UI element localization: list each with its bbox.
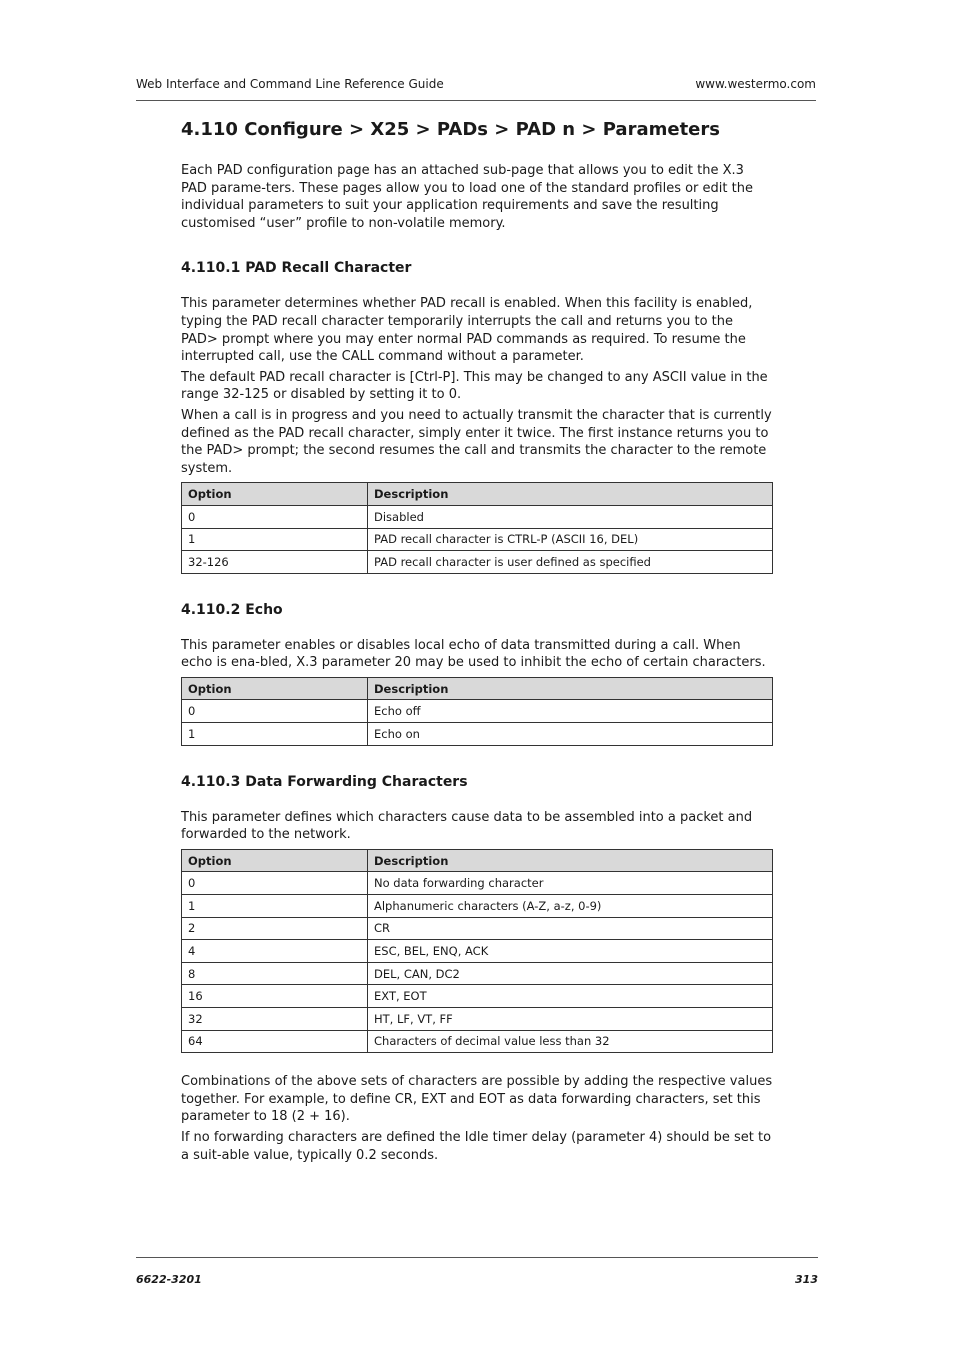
forwarding-paragraph-3: If no forwarding characters are defined the Idle timer delay (parameter 4) should be set to a suit-able value, typically 0.2 seconds.: [181, 1129, 772, 1163]
description-cell: Echo off: [368, 700, 773, 723]
table-header-row: [182, 483, 773, 506]
section-intro: Each PAD configuration page has an attached sub-page that allows you to edit the X.3 PAD parame-ters. These pages allow you to load one of the standard profiles or edit the individual parameters to suit your application requirements and save the resulting customised “user” profile to non-volatile memory.: [181, 163, 753, 231]
recall-paragraph-3: When a call is in progress and you need to actually transmit the character that is currently defined as the PAD recall character, simply enter it twice. The first instance returns you to the PAD> prompt; the second resumes the call and transmits the character to the remote system.: [181, 407, 772, 476]
table-row: [182, 505, 773, 528]
description-cell: EXT, EOT: [368, 985, 773, 1008]
option-cell: 0: [182, 700, 368, 723]
echo-paragraph-1: This parameter enables or disables local echo of data transmitted during a call. When echo is ena-bled, X.3 parameter 20 may be used to inhibit the echo of certain characters.: [181, 637, 766, 671]
page-header: [136, 76, 816, 101]
recall-paragraph-1: This parameter determines whether PAD recall is enabled. When this facility is enabled, typing the PAD recall character temporarily interrupts the call and returns you to the PAD> prompt where you may enter normal PAD commands as required. To resume the interrupted call, use the CALL command without a parameter.: [181, 296, 753, 365]
option-cell: 32: [182, 1008, 368, 1031]
echo-subsection-title: 4.110.2 Echo: [181, 601, 283, 618]
forwarding-subsection-title: 4.110.3 Data Forwarding Characters: [181, 773, 468, 790]
option-cell: 0: [182, 505, 368, 528]
option-cell: 64: [182, 1030, 368, 1053]
section-title: 4.110 Configure > X25 > PADs > PAD n > Parameters: [181, 119, 720, 140]
table-row: [182, 1030, 773, 1053]
header-guide-title: Web Interface and Command Line Reference Guide: [136, 77, 444, 91]
table-row: [182, 917, 773, 940]
column-header-option: Option: [182, 677, 368, 700]
option-cell: 1: [182, 723, 368, 746]
header-website: www.westermo.com: [695, 77, 816, 91]
recall-options-table: [181, 482, 773, 573]
option-cell: 8: [182, 962, 368, 985]
table-row: [182, 985, 773, 1008]
option-cell: 1: [182, 895, 368, 918]
table-row: [182, 940, 773, 963]
forwarding-paragraph-2: Combinations of the above sets of characters are possible by adding the respective values together. For example, to define CR, EXT and EOT as data forwarding characters, set this parameter to 18 (2 + 16).: [181, 1074, 773, 1125]
description-cell: Alphanumeric characters (A-Z, a-z, 0-9): [368, 895, 773, 918]
table-row: [182, 895, 773, 918]
recall-paragraph-2: The default PAD recall character is [Ctrl-P]. This may be changed to any ASCII value in the range 32-125 or disabled by setting it to 0.: [181, 369, 768, 403]
option-cell: 2: [182, 917, 368, 940]
column-header-description: Description: [368, 677, 773, 700]
footer-page-number: 313: [795, 1273, 818, 1286]
footer-doc-number: 6622-3201: [136, 1273, 202, 1286]
column-header-description: Description: [368, 849, 773, 872]
table-row: [182, 551, 773, 574]
recall-subsection-title: 4.110.1 PAD Recall Character: [181, 260, 412, 277]
description-cell: CR: [368, 917, 773, 940]
forwarding-options-table: [181, 849, 773, 1053]
description-cell: ESC, BEL, ENQ, ACK: [368, 940, 773, 963]
table-row: [182, 962, 773, 985]
table-row: [182, 1008, 773, 1031]
column-header-option: Option: [182, 849, 368, 872]
forwarding-paragraph-1: This parameter defines which characters cause data to be assembled into a packet and forwarded to the network.: [181, 809, 753, 843]
description-cell: Disabled: [368, 505, 773, 528]
column-header-description: Description: [368, 483, 773, 506]
description-cell: Characters of decimal value less than 32: [368, 1030, 773, 1053]
option-cell: 32-126: [182, 551, 368, 574]
description-cell: Echo on: [368, 723, 773, 746]
option-cell: 4: [182, 940, 368, 963]
table-row: [182, 700, 773, 723]
table-row: [182, 723, 773, 746]
table-header-row: [182, 677, 773, 700]
option-cell: 1: [182, 528, 368, 551]
option-cell: 0: [182, 872, 368, 895]
description-cell: DEL, CAN, DC2: [368, 962, 773, 985]
description-cell: HT, LF, VT, FF: [368, 1008, 773, 1031]
table-header-row: [182, 849, 773, 872]
page-content: [181, 118, 773, 1164]
description-cell: PAD recall character is CTRL-P (ASCII 16, DEL): [368, 528, 773, 551]
echo-options-table: [181, 677, 773, 746]
table-row: [182, 872, 773, 895]
column-header-option: Option: [182, 483, 368, 506]
table-row: [182, 528, 773, 551]
description-cell: No data forwarding character: [368, 872, 773, 895]
description-cell: PAD recall character is user defined as specified: [368, 551, 773, 574]
page-footer: [136, 1257, 818, 1286]
option-cell: 16: [182, 985, 368, 1008]
